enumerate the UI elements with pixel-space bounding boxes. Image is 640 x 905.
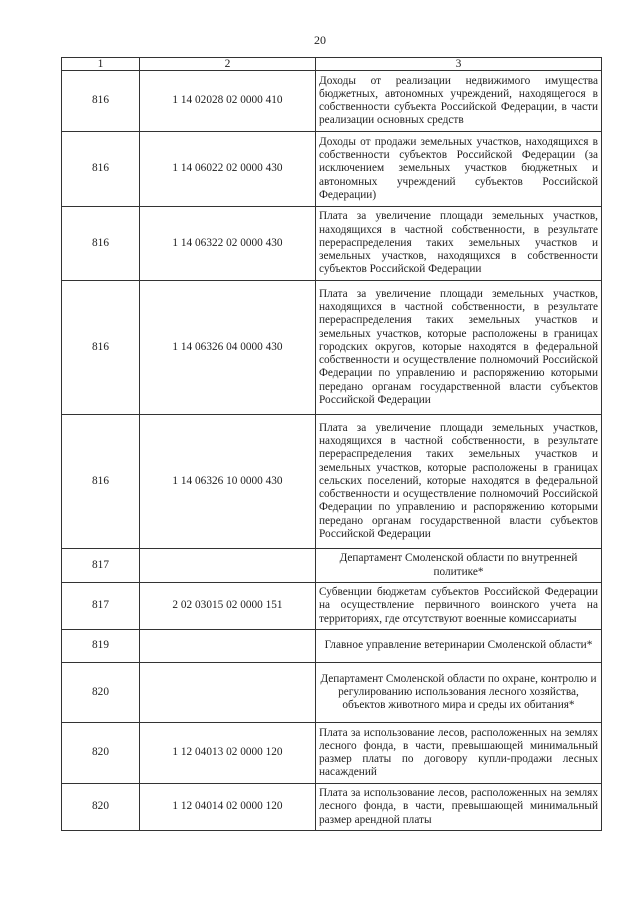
budget-classification-code: 1 14 06022 02 0000 430 xyxy=(140,132,316,207)
table-row xyxy=(62,281,602,415)
department-name: Департамент Смоленской области по охране, контролю и регулированию использования лесного хозяйства, объектов животного мира и среды их обитания* xyxy=(316,663,602,723)
budget-classification-code: 1 14 06326 10 0000 430 xyxy=(140,415,316,549)
budget-classification-code: 1 12 04014 02 0000 120 xyxy=(140,784,316,831)
revenue-description: Субвенции бюджетам субъектов Российской Федерации на осуществление первичного воинского учета на территориях, где отсутствуют военные комиссариаты xyxy=(316,583,602,630)
budget-classification-code: 1 14 06326 04 0000 430 xyxy=(140,281,316,415)
admin-code: 816 xyxy=(62,132,140,207)
admin-code: 820 xyxy=(62,723,140,784)
revenue-description: Доходы от реализации недвижимого имущества бюджетных, автономных учреждений, находящегося в собственности субъекта Российской Федерации, в части реализации основных средств xyxy=(316,71,602,132)
table-row xyxy=(62,415,602,549)
budget-classification-code xyxy=(140,549,316,583)
revenue-description: Плата за использование лесов, расположенных на землях лесного фонда, в части, превышающей минимальный размер платы по договору купли-продажи лесных насаждений xyxy=(316,723,602,784)
revenue-description: Плата за использование лесов, расположенных на землях лесного фонда, в части, превышающей минимальный размер арендной платы xyxy=(316,784,602,831)
department-name: Главное управление ветеринарии Смоленской области* xyxy=(316,630,602,663)
admin-code: 816 xyxy=(62,207,140,281)
table-row xyxy=(62,207,602,281)
admin-code: 820 xyxy=(62,784,140,831)
budget-classification-code: 1 12 04013 02 0000 120 xyxy=(140,723,316,784)
revenue-description: Доходы от продажи земельных участков, находящихся в собственности субъектов Российской Федерации (за исключением земельных участков бюджетных и автономных учреждений субъектов Российской Федерации) xyxy=(316,132,602,207)
page-number: 20 xyxy=(314,33,326,47)
department-name: Департамент Смоленской области по внутренней политике* xyxy=(316,549,602,583)
table-header-row xyxy=(62,58,602,71)
budget-classification-code: 1 14 02028 02 0000 410 xyxy=(140,71,316,132)
budget-classification-code: 2 02 03015 02 0000 151 xyxy=(140,583,316,630)
admin-code: 816 xyxy=(62,415,140,549)
admin-code: 820 xyxy=(62,663,140,723)
department-row xyxy=(62,663,602,723)
column-header-3: 3 xyxy=(316,58,602,71)
revenue-codes-table xyxy=(61,57,602,831)
table-row xyxy=(62,784,602,831)
budget-classification-code: 1 14 06322 02 0000 430 xyxy=(140,207,316,281)
department-row xyxy=(62,630,602,663)
table-row xyxy=(62,723,602,784)
table-row xyxy=(62,132,602,207)
column-header-1: 1 xyxy=(62,58,140,71)
department-row xyxy=(62,549,602,583)
column-header-2: 2 xyxy=(140,58,316,71)
admin-code: 817 xyxy=(62,549,140,583)
revenue-description: Плата за увеличение площади земельных участков, находящихся в частной собственности, в результате перераспределения таких земельных участков и земельных участков, которые расположены в границах сельских поселений, которые находятся в федеральной собственности и осуществление полномочий Российской Федерации по управлению и распоряжению которыми передано органам государственной власти субъектов Российской Федерации xyxy=(316,415,602,549)
revenue-description: Плата за увеличение площади земельных участков, находящихся в частной собственности, в результате перераспределения таких земельных участков и земельных участков, находящихся в собственности субъектов Российской Федерации xyxy=(316,207,602,281)
budget-classification-code xyxy=(140,663,316,723)
revenue-description: Плата за увеличение площади земельных участков, находящихся в частной собственности, в результате перераспределения таких земельных участков и земельных участков, которые расположены в границах городских округов, которые находятся в федеральной собственности и осуществление полномочий Российской Федерации по управлению и распоряжению которыми передано органам государственной власти субъектов Российской Федерации xyxy=(316,281,602,415)
admin-code: 816 xyxy=(62,71,140,132)
admin-code: 816 xyxy=(62,281,140,415)
table-row xyxy=(62,583,602,630)
table-row xyxy=(62,71,602,132)
admin-code: 819 xyxy=(62,630,140,663)
budget-classification-code xyxy=(140,630,316,663)
admin-code: 817 xyxy=(62,583,140,630)
